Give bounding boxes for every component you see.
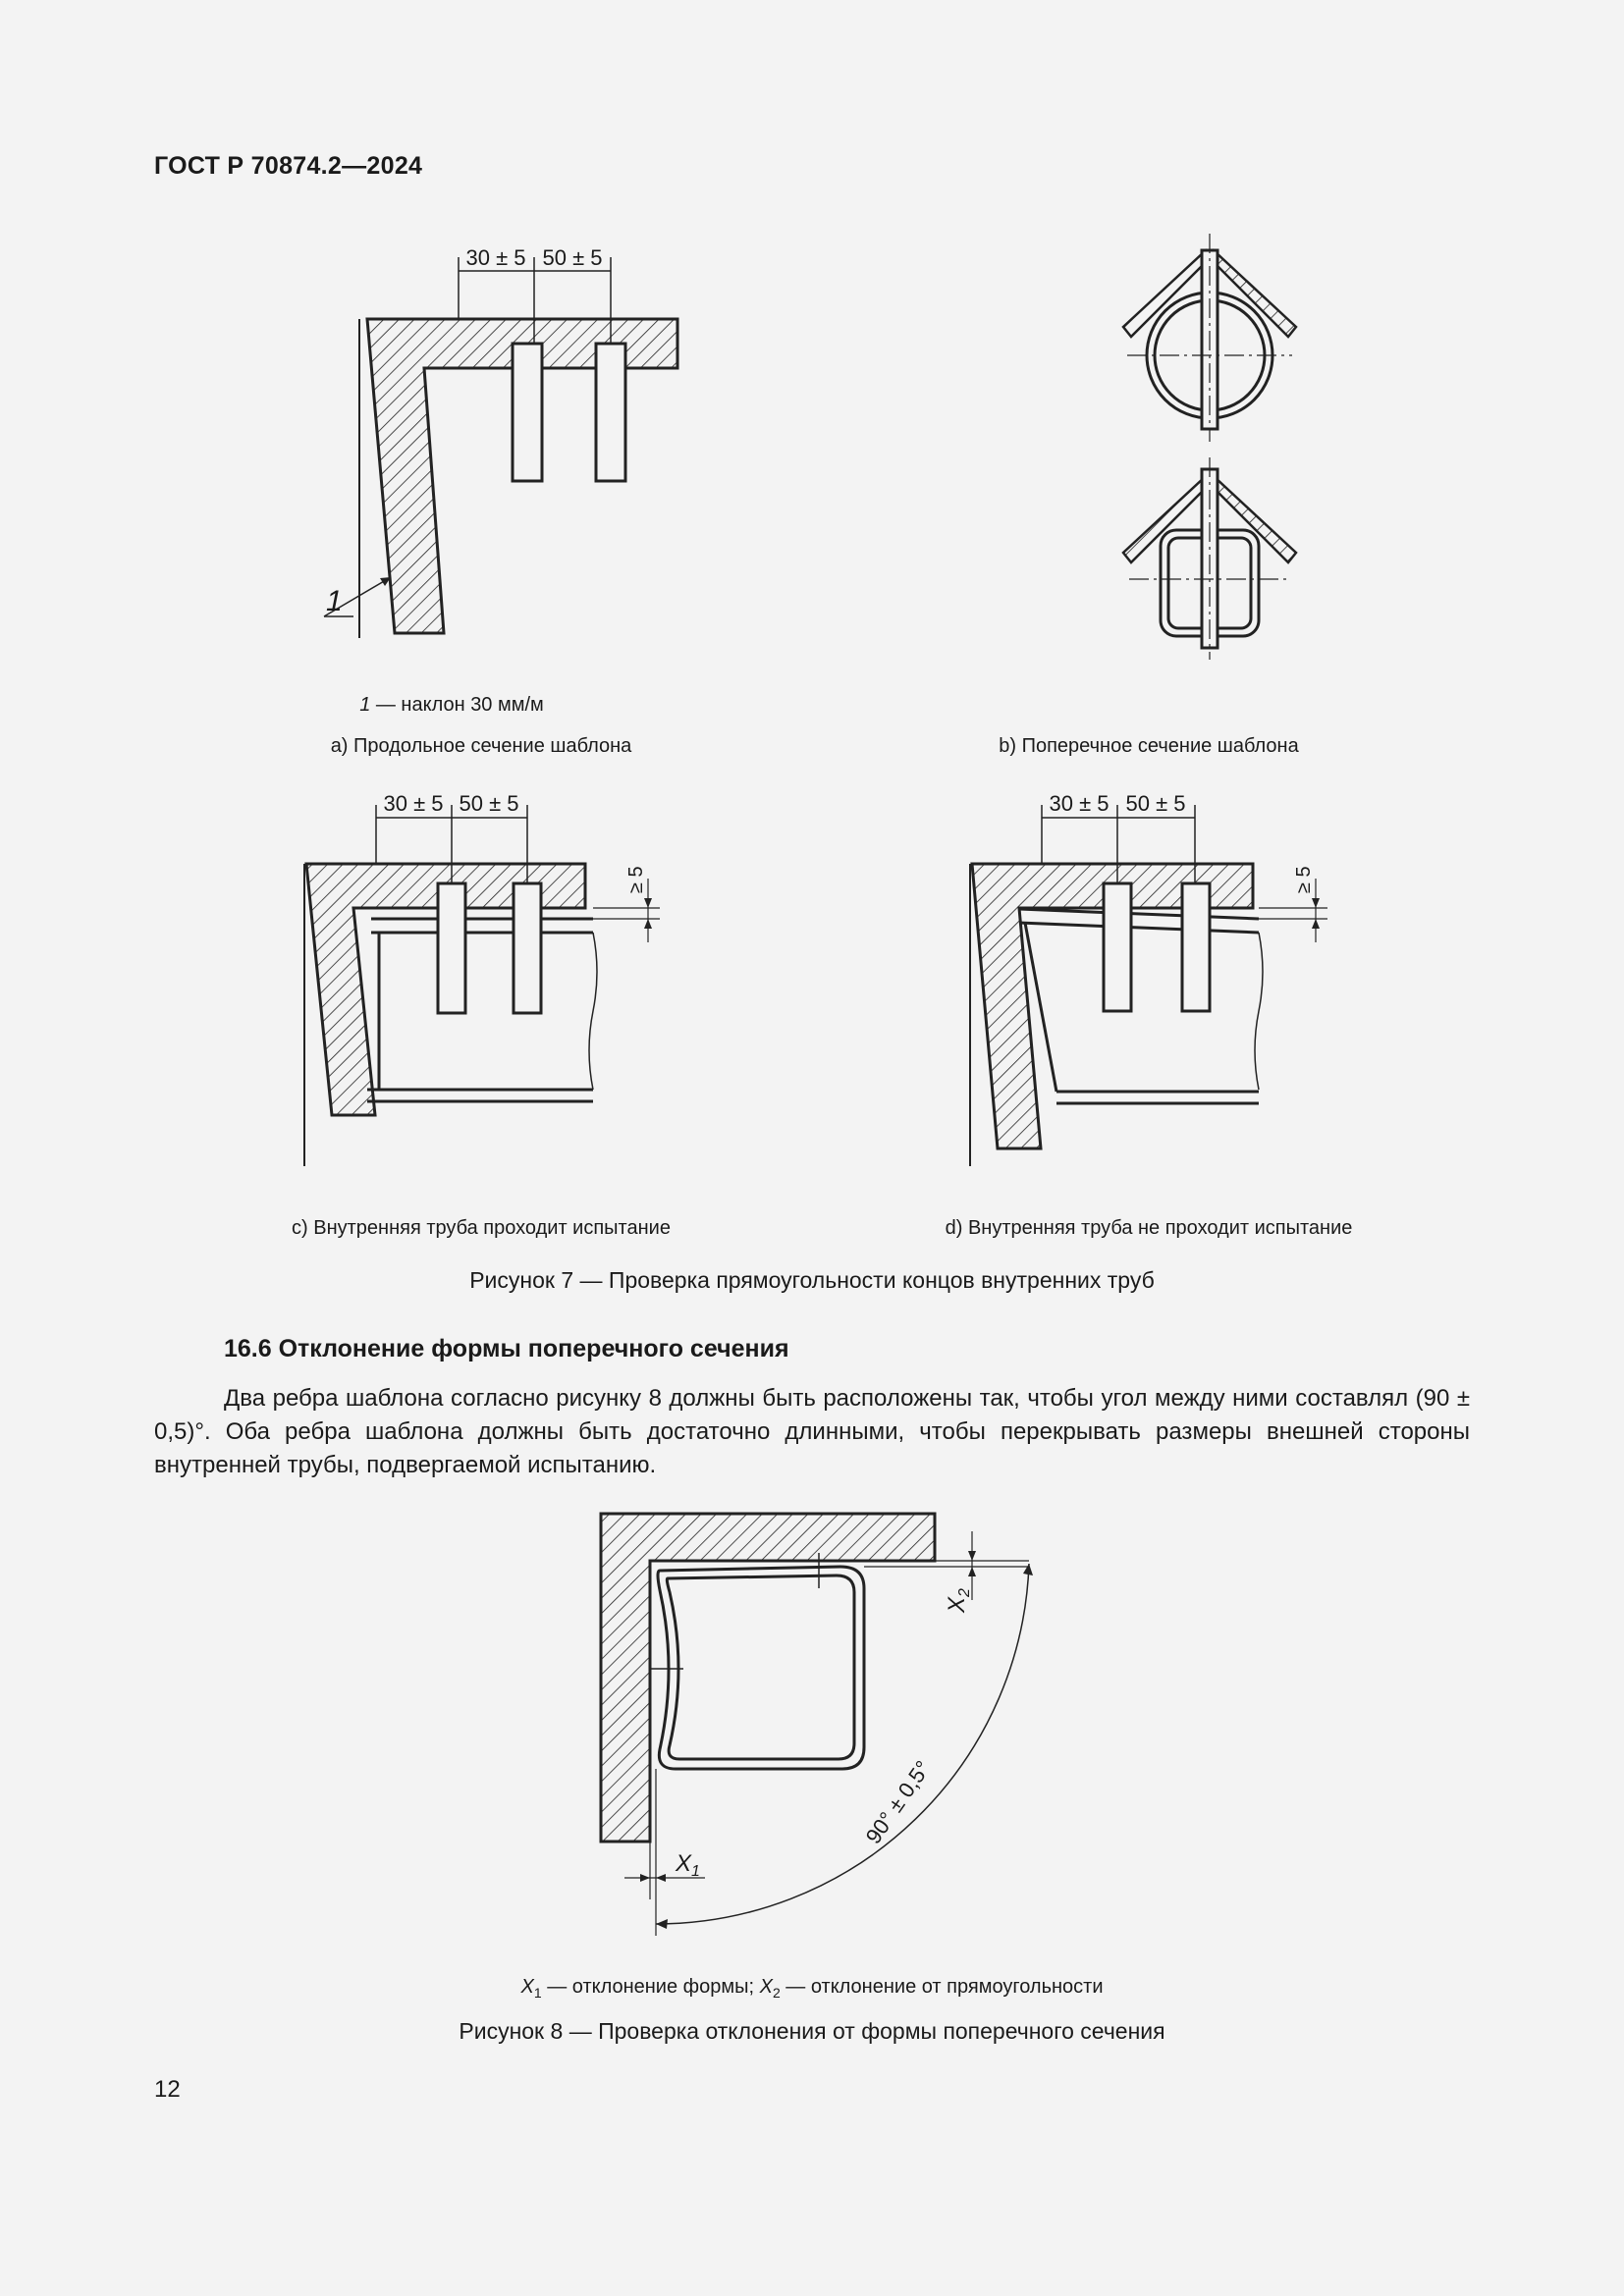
figure-7d-diagram bbox=[962, 785, 1345, 1178]
angle-label: 90° ± 0,5° bbox=[860, 1756, 936, 1848]
x2-label: $X_2$ bbox=[944, 1588, 973, 1613]
body-paragraph: Два ребра шаблона согласно рисунку 8 должны быть расположены так, чтобы угол между ними составлял (90 ± 0,5)°. Оба ребра шаблона должны быть достаточно длинными, чтобы перекрывать размеры внешней стороны внутренней трубы, подвергаемой испытанию. bbox=[154, 1385, 1470, 1478]
angle-arc bbox=[656, 1564, 1029, 1924]
template-profile bbox=[601, 1514, 935, 1842]
dim-label: 30 ± 5 bbox=[465, 245, 526, 270]
gap-label: ≥ 5 bbox=[625, 866, 647, 893]
figure-7c-caption: c) Внутренняя труба проходит испытание bbox=[292, 1217, 671, 1239]
legend-text: — наклон 30 мм/м bbox=[370, 694, 544, 716]
figure-7a-caption: a) Продольное сечение шаблона bbox=[330, 735, 632, 757]
dim-label: 50 ± 5 bbox=[542, 245, 603, 270]
pin bbox=[513, 344, 542, 481]
deformed-tube bbox=[658, 1567, 864, 1769]
legend-mark: 1 bbox=[359, 694, 371, 716]
dim-label: 50 ± 5 bbox=[1125, 791, 1186, 816]
pin bbox=[514, 883, 541, 1013]
dim-label: 30 ± 5 bbox=[383, 791, 444, 816]
template-edge bbox=[1215, 477, 1296, 562]
section-heading: 16.6 Отклонение формы поперечного сечения bbox=[224, 1335, 789, 1362]
figure-8-legend: $X_1$ — отклонение формы; $X_2$ — отклонение от прямоугольности bbox=[520, 1976, 1104, 2001]
gap-label: ≥ 5 bbox=[1293, 866, 1315, 893]
figure-7a-legend bbox=[295, 694, 609, 717]
dim-label: 30 ± 5 bbox=[1049, 791, 1110, 816]
figure-8-title: Рисунок 8 — Проверка отклонения от формы поперечного сечения bbox=[459, 2018, 1165, 2044]
page-number: 12 bbox=[154, 2076, 181, 2103]
leader-label: 1 bbox=[326, 585, 343, 617]
figure-7d-caption: d) Внутренняя труба не проходит испытание bbox=[945, 1217, 1353, 1239]
pin bbox=[1104, 883, 1131, 1011]
figure-7c-diagram bbox=[295, 785, 677, 1178]
figure-7b-diagram bbox=[1110, 226, 1326, 667]
pin bbox=[596, 344, 625, 481]
x1-label: $X_1$ bbox=[676, 1850, 700, 1880]
pin bbox=[1182, 883, 1210, 1011]
document-header: ГОСТ Р 70874.2—2024 bbox=[154, 152, 423, 180]
figure-8-diagram bbox=[589, 1502, 1060, 1944]
pin bbox=[438, 883, 465, 1013]
dim-label: 50 ± 5 bbox=[459, 791, 519, 816]
figure-7b-caption: b) Поперечное сечение шаблона bbox=[999, 735, 1299, 757]
template-edge bbox=[1123, 477, 1205, 562]
figure-7-title: Рисунок 7 — Проверка прямоугольности концов внутренних труб bbox=[469, 1267, 1155, 1293]
figure-7a-diagram bbox=[295, 226, 707, 648]
